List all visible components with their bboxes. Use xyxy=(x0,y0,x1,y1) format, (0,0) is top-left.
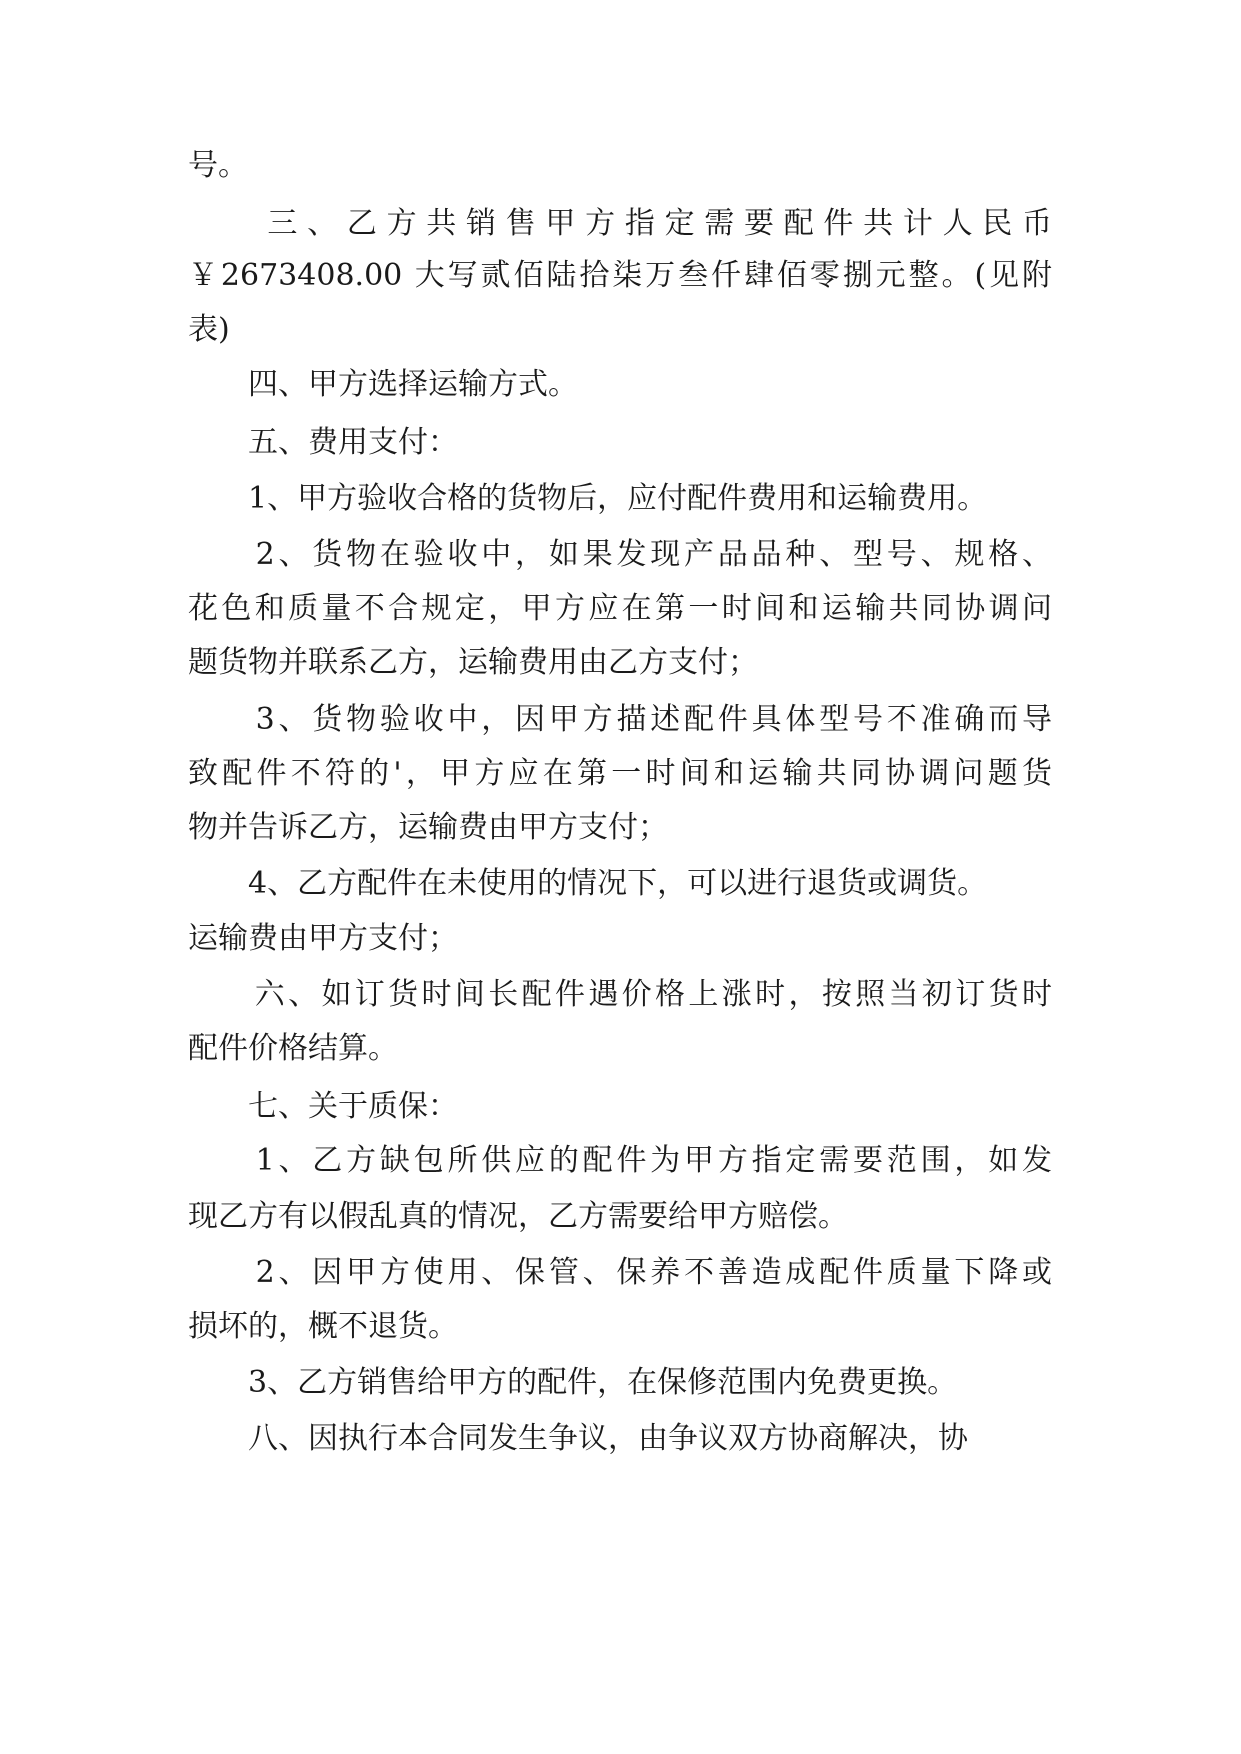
paragraph-line: 1、甲方验收合格的货物后，应付配件费用和运输费用。 xyxy=(188,481,988,516)
paragraph-line: 配件价格结算。 xyxy=(188,1031,398,1066)
paragraph-line: 号。 xyxy=(188,148,248,183)
paragraph-line: 三、乙方共销售甲方指定需要配件共计人民币 xyxy=(188,206,1052,241)
paragraph-line: 3、乙方销售给甲方的配件，在保修范围内免费更换。 xyxy=(188,1365,958,1400)
paragraph-line: 2、货物在验收中，如果发现产品品种、型号、规格、 xyxy=(188,537,1052,572)
paragraph-line: 3、货物验收中，因甲方描述配件具体型号不准确而导 xyxy=(188,702,1052,737)
paragraph-line: 表) xyxy=(188,312,230,347)
paragraph-line: 物并告诉乙方，运输费由甲方支付； xyxy=(188,810,668,845)
paragraph-line: 题货物并联系乙方，运输费用由乙方支付； xyxy=(188,645,758,680)
paragraph-line: 运输费由甲方支付； xyxy=(188,921,458,956)
paragraph-line: 4、乙方配件在未使用的情况下，可以进行退货或调货。 xyxy=(188,866,988,901)
paragraph-line: 致配件不符的'，甲方应在第一时间和运输共同协调问题货 xyxy=(188,756,1052,791)
paragraph-line: 四、甲方选择运输方式。 xyxy=(188,367,578,402)
paragraph-line: 六、如订货时间长配件遇价格上涨时，按照当初订货时 xyxy=(188,977,1052,1012)
paragraph-line: 七、关于质保： xyxy=(188,1089,458,1124)
paragraph-line: 1、乙方缺包所供应的配件为甲方指定需要范围，如发 xyxy=(188,1143,1052,1178)
paragraph-line: ￥2673408.00 大写贰佰陆拾柒万叁仟肆佰零捌元整。(见附 xyxy=(188,258,1052,293)
paragraph-line: 花色和质量不合规定，甲方应在第一时间和运输共同协调问 xyxy=(188,591,1052,626)
paragraph-line: 2、因甲方使用、保管、保养不善造成配件质量下降或 xyxy=(188,1255,1052,1290)
paragraph-line: 五、费用支付： xyxy=(188,425,458,460)
paragraph-line: 八、因执行本合同发生争议，由争议双方协商解决，协 xyxy=(188,1421,968,1456)
paragraph-line: 损坏的，概不退货。 xyxy=(188,1309,458,1344)
paragraph-line: 现乙方有以假乱真的情况，乙方需要给甲方赔偿。 xyxy=(188,1199,848,1234)
